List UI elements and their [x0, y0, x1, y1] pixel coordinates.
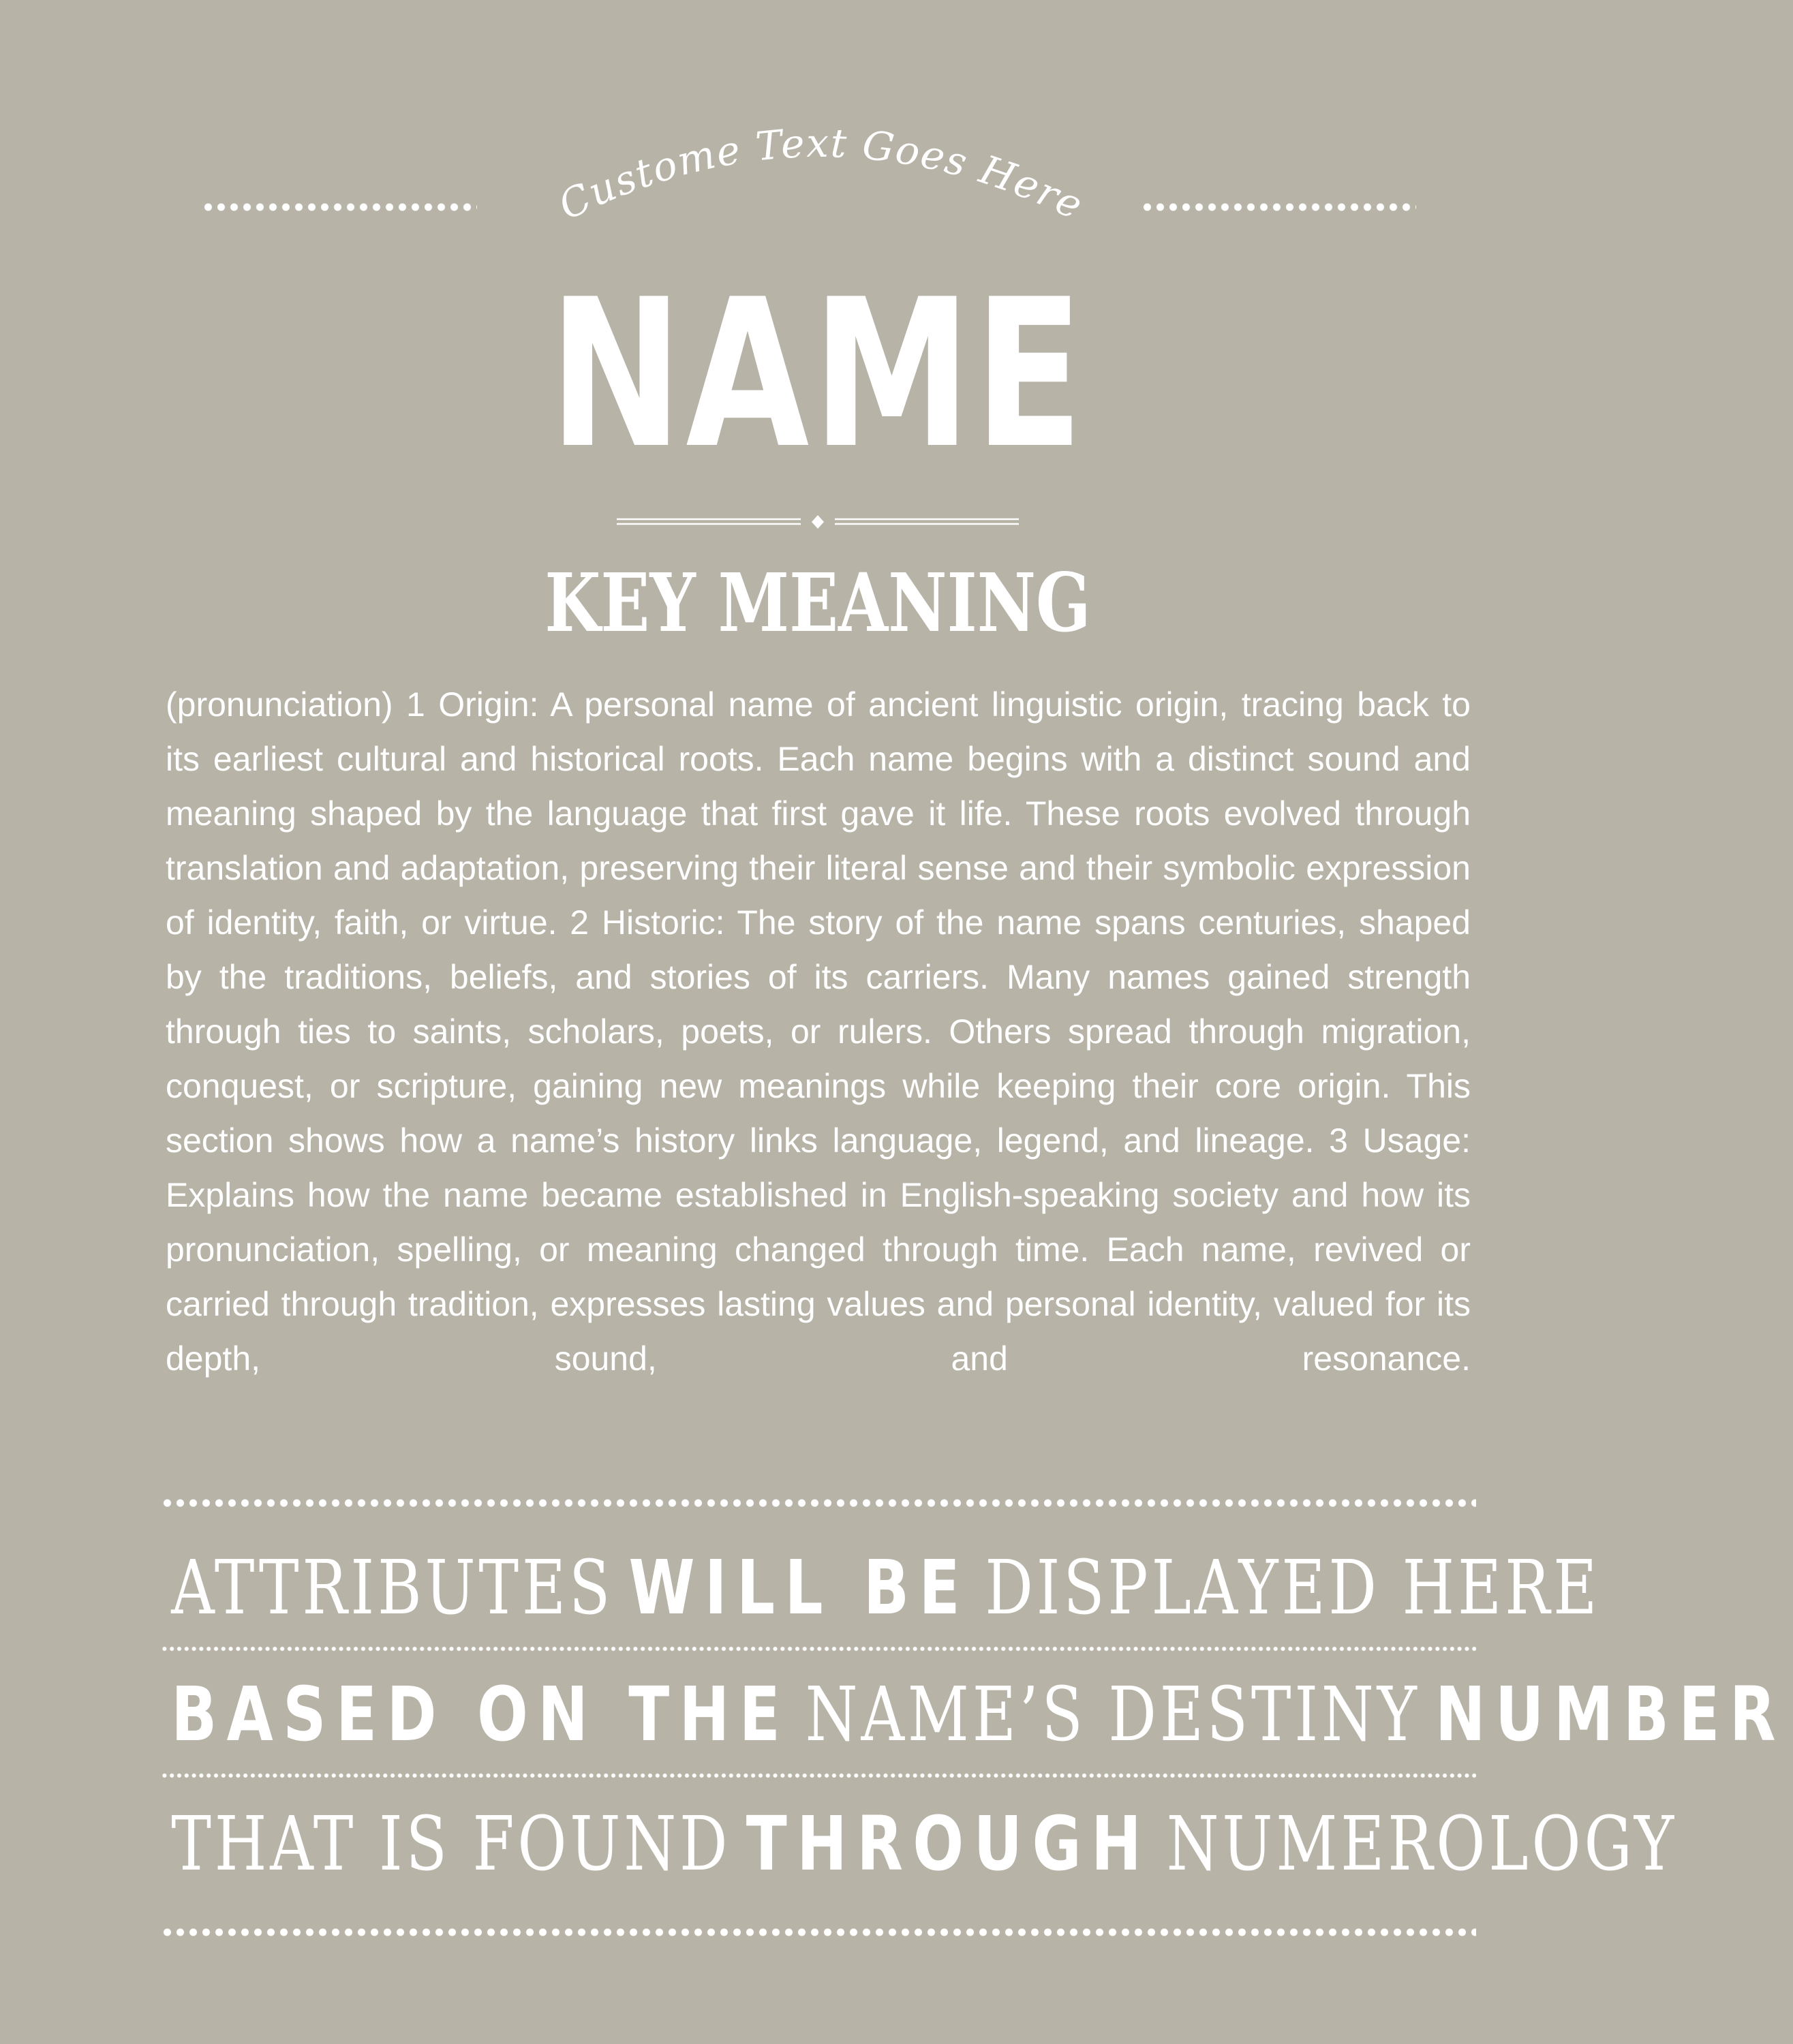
custom-script-text: Custome Text Goes Here — [551, 119, 1091, 230]
attribute-line-2-part-3: NUMBER — [1435, 1671, 1786, 1758]
attribute-line-1-part-3: DISPLAYED HERE — [985, 1544, 1601, 1631]
header-dotted-rule-left — [202, 202, 477, 213]
attribute-line-2-part-1: BASED ON THE — [171, 1671, 791, 1758]
attributes-dotted-rule-2 — [161, 1773, 1476, 1778]
attributes-dotted-rule-1 — [161, 1646, 1476, 1652]
key-meaning-heading: KEY MEANING — [545, 555, 1091, 650]
custom-text-arc — [532, 82, 1104, 259]
attributes-bottom-dotted-rule — [161, 1927, 1476, 1938]
attribute-line-3-part-1: THAT IS FOUND — [171, 1800, 731, 1887]
header-dotted-rule-right — [1141, 202, 1416, 213]
attribute-line-3 — [164, 1796, 1677, 1891]
attribute-line-3-part-3: NUMEROLOGY — [1166, 1800, 1677, 1887]
attribute-line-1-part-1: ATTRIBUTES — [171, 1544, 614, 1631]
ornament-divider — [617, 514, 1019, 529]
name-title: NAME — [549, 256, 1087, 493]
attribute-line-1 — [164, 1540, 1601, 1635]
attribute-line-1-part-2: WILL BE — [628, 1544, 970, 1631]
meaning-paragraph: (pronunciation) 1 Origin: A personal name of ancient linguistic origin, tracing back to its earliest cultural and historical roots. Each name begins with a distinct sound and meaning shaped by the language that first gave it life. These roots evolved through translation and adaptation, preserving their literal sense and their symbolic expression of identity, faith, or virtue. 2 Historic: The story of the name spans centuries, shaped by the traditions, beliefs, and stories of its carriers. Many names gained strength through ties to saints, scholars, poets, or rulers. Others spread through migration, conquest, or scripture, gaining new meanings while keeping their core origin. This section shows how a name’s history links language, legend, and lineage. 3 Usage: Explains how the name became established in English-speaking society and how its pronunciation, spelling, or meaning changed through time. Each name, revived or carried through tradition, expresses lasting values and personal identity, valued for its depth, sound, and resonance. — [166, 685, 1471, 1378]
attribute-line-2 — [164, 1667, 1786, 1762]
attribute-line-3-part-2: THROUGH — [746, 1800, 1152, 1887]
diamond-icon — [812, 515, 824, 529]
attribute-line-2-part-2: NAME’S DESTINY — [805, 1671, 1420, 1758]
attributes-top-dotted-rule — [161, 1498, 1476, 1508]
